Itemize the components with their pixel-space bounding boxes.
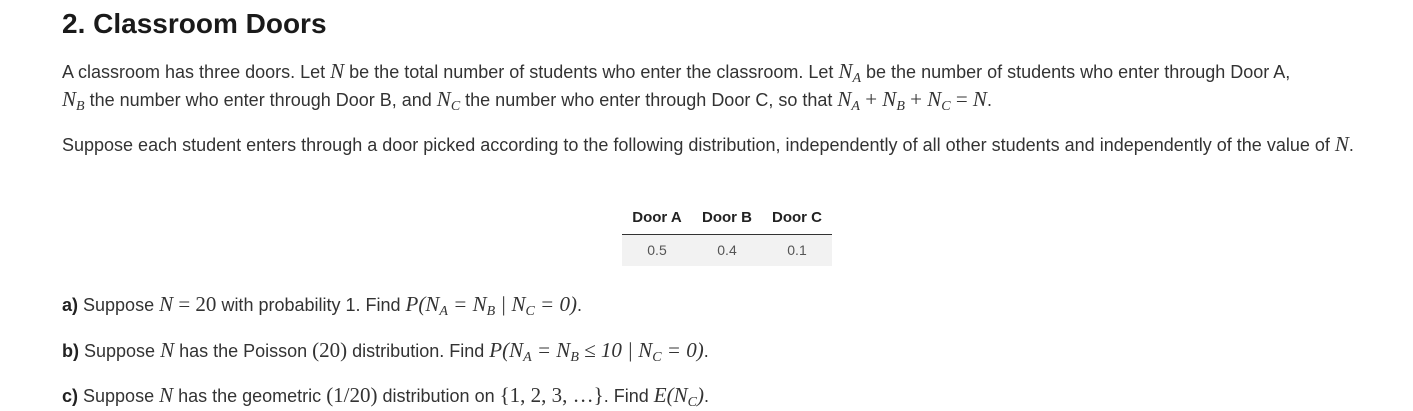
intro-paragraph (62, 58, 1392, 114)
distribution-paragraph (62, 131, 1392, 159)
part-c: c) Suppose N has the geometric (1/20) distribution on {1, 2, 3, …}. Find $E(N_C)$. (62, 383, 709, 410)
door-distribution-table (622, 204, 832, 266)
math-N: N (330, 59, 345, 83)
part-b-label: b) (62, 341, 79, 361)
part-a-label: a) (62, 295, 79, 315)
math-NB: $N_B$ (62, 87, 85, 114)
intro-text-1: A classroom has three doors. Let (62, 62, 331, 82)
table-header-row (622, 204, 832, 235)
support-set: {1, 2, 3, …} (499, 383, 604, 407)
intro-text-4: the number who enter through Door B, and (84, 90, 437, 110)
table-row (622, 235, 832, 267)
intro-text-3: be the number of students who enter through Door A, (861, 62, 1291, 82)
value-door-c: 0.1 (762, 235, 832, 267)
sum-equation: $N_A + N_B + N_C = N$ (837, 87, 987, 114)
math-NC: $N_C$ (436, 87, 461, 114)
probability-expression: $P(N_A = N_B \le 10$ | $N_C = 0$) (489, 338, 704, 365)
intro-text-6: . (986, 90, 992, 110)
header-door-a: Door A (622, 204, 692, 235)
dist-text-1: Suppose each student enters through a door picked according to the following distribution, independently of all other students and independently of the value of (62, 135, 1335, 155)
value-door-b: 0.4 (692, 235, 762, 267)
intro-text-2: be the total number of students who enter the classroom. Let (344, 62, 839, 82)
math-N: N (159, 383, 174, 407)
probability-expression: $P(N_A = N_B$ | $N_C = 0$) (405, 292, 577, 319)
expectation-expression: $E(N_C)$ (653, 383, 704, 410)
value-door-a: 0.5 (622, 235, 692, 267)
dist-text-2: . (1348, 135, 1354, 155)
header-door-c: Door C (762, 204, 832, 235)
math-N: N (160, 338, 175, 362)
part-b: b) Suppose N has the Poisson (20) distribution. Find $P(N_A = N_B \le 10$ | $N_C = 0$). (62, 338, 709, 365)
problem-title: 2. Classroom Doors (62, 8, 327, 39)
header-door-b: Door B (692, 204, 762, 235)
math-N: N (1334, 132, 1349, 156)
math-NA: $N_A$ (838, 59, 862, 86)
part-c-label: c) (62, 386, 79, 406)
math-N: N (159, 292, 174, 316)
part-a: a) Suppose N = 20 with probability 1. Find $P(N_A = N_B$ | $N_C = 0$). (62, 292, 582, 319)
intro-text-5: the number who enter through Door C, so that (460, 90, 838, 110)
